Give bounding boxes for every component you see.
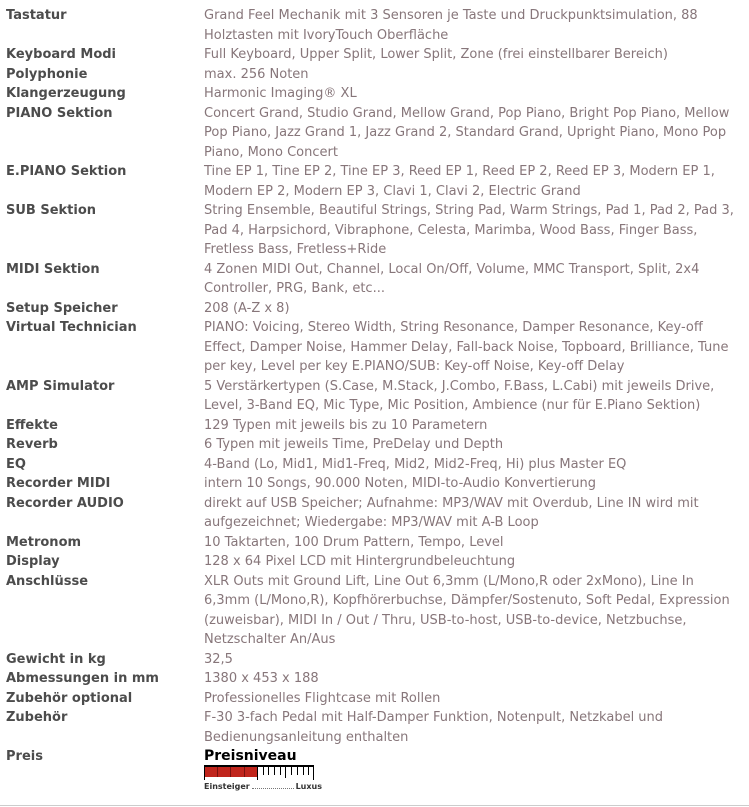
spec-table-row — [0, 299, 749, 319]
spec-table-row — [0, 6, 749, 45]
spec-table-row — [0, 318, 749, 377]
spec-table-row — [0, 377, 749, 416]
spec-value: 6 Typen mit jeweils Time, PreDelay und Depth — [204, 437, 504, 452]
spec-label: Display — [6, 554, 60, 569]
spec-value: direkt auf USB Speicher; Aufnahme: MP3/WAV mit Overdub, Line IN wird mit aufgezeichnet; Wiedergabe: MP3/WAV mit A-B Loop — [204, 495, 699, 530]
spec-label: Effekte — [6, 417, 58, 433]
spec-table-row — [0, 455, 749, 475]
spec-table-row — [0, 494, 749, 533]
spec-value: 5 Verstärkertypen (S.Case, M.Stack, J.Combo, F.Bass, L.Cabi) mit jeweils Drive, Level, 3-Band EQ, Mic Type, Mic Position, Ambience (nur für E.Piano Sektion) — [204, 378, 715, 413]
spec-table-row — [0, 201, 749, 260]
spec-table-row — [0, 650, 749, 670]
spec-table-row — [0, 572, 749, 650]
price-scale-tick — [303, 767, 304, 775]
spec-label: Gewicht in kg — [6, 651, 106, 667]
spec-table-row — [0, 45, 749, 65]
spec-value: Full Keyboard, Upper Split, Lower Split, Zone (frei einstellbarer Bereich) — [204, 47, 668, 62]
price-scale-tick — [244, 767, 245, 777]
spec-table-row — [0, 104, 749, 163]
spec-label: Recorder AUDIO — [6, 495, 124, 511]
spec-value: intern 10 Songs, 90.000 Noten, MIDI-to-Audio Konvertierung — [204, 476, 596, 491]
spec-table-row — [0, 474, 749, 494]
spec-label: Abmessungen in mm — [6, 671, 159, 686]
price-label: Preis — [6, 749, 43, 764]
price-scale-tick — [204, 767, 205, 780]
spec-value: 128 x 64 Pixel LCD mit Hintergrundbeleuchtung — [204, 554, 516, 569]
spec-table-row — [0, 65, 749, 85]
price-scale-tick — [308, 767, 309, 775]
spec-label: Klangerzeugung — [6, 86, 126, 101]
price-graphic-title: Preisniveau — [204, 748, 297, 764]
spec-value: String Ensemble, Beautiful Strings, String Pad, Warm Strings, Pad 1, Pad 2, Pad 3, Pad 4, Harpsichord, Vibraphone, Celesta, Marimba, Wood Bass, Finger Bass, Fretless Bass, Fretless+Ride — [204, 203, 734, 257]
spec-label: Zubehör — [6, 710, 68, 725]
spec-value: 4-Band (Lo, Mid1, Mid1-Freq, Mid2, Mid2-Freq, Hi) plus Master EQ — [204, 456, 627, 472]
price-scale-tick — [230, 767, 231, 777]
price-scale — [204, 765, 314, 780]
spec-label: E.PIANO Sektion — [6, 164, 127, 179]
price-level-graphic — [204, 748, 735, 791]
spec-table-row — [0, 260, 749, 299]
price-scale-tick — [263, 767, 264, 775]
price-scale-tick — [291, 767, 292, 775]
spec-value: Concert Grand, Studio Grand, Mellow Grand, Pop Piano, Bright Pop Piano, Mellow Pop Piano, Jazz Grand 1, Jazz Grand 2, Standard Grand, Upright Piano, Mono Pop Piano, Mono Concert — [204, 105, 730, 160]
spec-table-row — [0, 162, 749, 201]
price-value-cell — [204, 747, 749, 791]
price-scale-tick — [280, 767, 281, 775]
spec-label: EQ — [6, 456, 26, 472]
price-scale-tick — [297, 767, 298, 775]
price-scale-tick — [274, 767, 275, 775]
spec-label: Polyphonie — [6, 66, 88, 82]
spec-label: SUB Sektion — [6, 203, 97, 218]
spec-label: Reverb — [6, 437, 58, 452]
spec-value: Grand Feel Mechanik mit 3 Sensoren je Taste und Druckpunktsimulation, 88 Holztasten mit IvoryTouch Oberfläche — [204, 8, 698, 43]
spec-label: Virtual Technician — [6, 320, 137, 335]
spec-table-row — [0, 708, 749, 747]
spec-label: Keyboard Modi — [6, 47, 117, 62]
spec-value: max. 256 Noten — [204, 66, 309, 82]
spec-value: 208 (A-Z x 8) — [204, 300, 290, 316]
spec-table-row — [0, 435, 749, 455]
spec-value: 4 Zonen MIDI Out, Channel, Local On/Off, Volume, MMC Transport, Split, 2x4 Controller, PRG, Bank, etc... — [204, 261, 700, 296]
spec-value: 1380 x 453 x 188 — [204, 671, 319, 686]
price-scale-tick — [285, 767, 286, 778]
spec-table-row — [0, 669, 749, 689]
price-axis-leader-line — [252, 788, 294, 789]
spec-label: Anschlüsse — [6, 573, 89, 589]
spec-label: MIDI Sektion — [6, 261, 100, 277]
price-axis-min-label: Einsteiger — [204, 782, 250, 791]
spec-label: Tastatur — [6, 8, 67, 23]
spec-table-row — [0, 552, 749, 572]
spec-value: F-30 3-fach Pedal mit Half-Damper Funktion, Notenpult, Netzkabel und Bedienungsanleitung enthalten — [204, 710, 664, 745]
price-scale-tick — [313, 767, 314, 780]
spec-value: Tine EP 1, Tine EP 2, Tine EP 3, Reed EP 1, Reed EP 2, Reed EP 3, Modern EP 1, Modern EP 2, Modern EP 3, Clavi 1, Clavi 2, Electric Grand — [204, 164, 715, 199]
price-axis-max-label: Luxus — [295, 782, 322, 791]
price-scale-tick — [268, 767, 269, 775]
spec-label: PIANO Sektion — [6, 105, 113, 121]
price-row — [0, 747, 749, 791]
spec-value: XLR Outs mit Ground Lift, Line Out 6,3mm (L/Mono,R oder 2xMono), Line In 6,3mm (L/Mono,R), Kopfhörerbuchse, Dämpfer/Sostenuto, Soft Pedal, Expression (zuweisbar), MIDI In / Out / Thru, USB-to-host, USB-to-device, Netzbuchse, Netzschalter An/Aus — [204, 573, 730, 647]
spec-value: 32,5 — [204, 651, 233, 667]
spec-value: PIANO: Voicing, Stereo Width, String Resonance, Damper Resonance, Key-off Effect, Damper Noise, Hammer Delay, Fall-back Noise, Topboard, Brilliance, Tune per key, Level per key E.PIANO/SUB: Key-off Noise, Key-off Delay — [204, 320, 729, 374]
spec-table-body — [0, 6, 749, 747]
spec-table-row — [0, 416, 749, 436]
spec-value: 129 Typen mit jeweils bis zu 10 Parametern — [204, 417, 488, 433]
spec-label: AMP Simulator — [6, 378, 115, 394]
price-axis-labels — [204, 782, 322, 791]
spec-label: Setup Speicher — [6, 300, 118, 316]
price-scale-tick — [217, 767, 218, 777]
spec-value: Harmonic Imaging® XL — [204, 86, 357, 101]
spec-label: Recorder MIDI — [6, 476, 111, 491]
spec-value: 10 Taktarten, 100 Drum Pattern, Tempo, Level — [204, 534, 504, 550]
spec-value: Professionelles Flightcase mit Rollen — [204, 690, 441, 706]
spec-label: Zubehör optional — [6, 690, 133, 706]
spec-table-row — [0, 533, 749, 553]
spec-table-row — [0, 84, 749, 104]
price-scale-tick — [257, 767, 258, 780]
spec-label: Metronom — [6, 534, 82, 550]
spec-table-row — [0, 689, 749, 709]
